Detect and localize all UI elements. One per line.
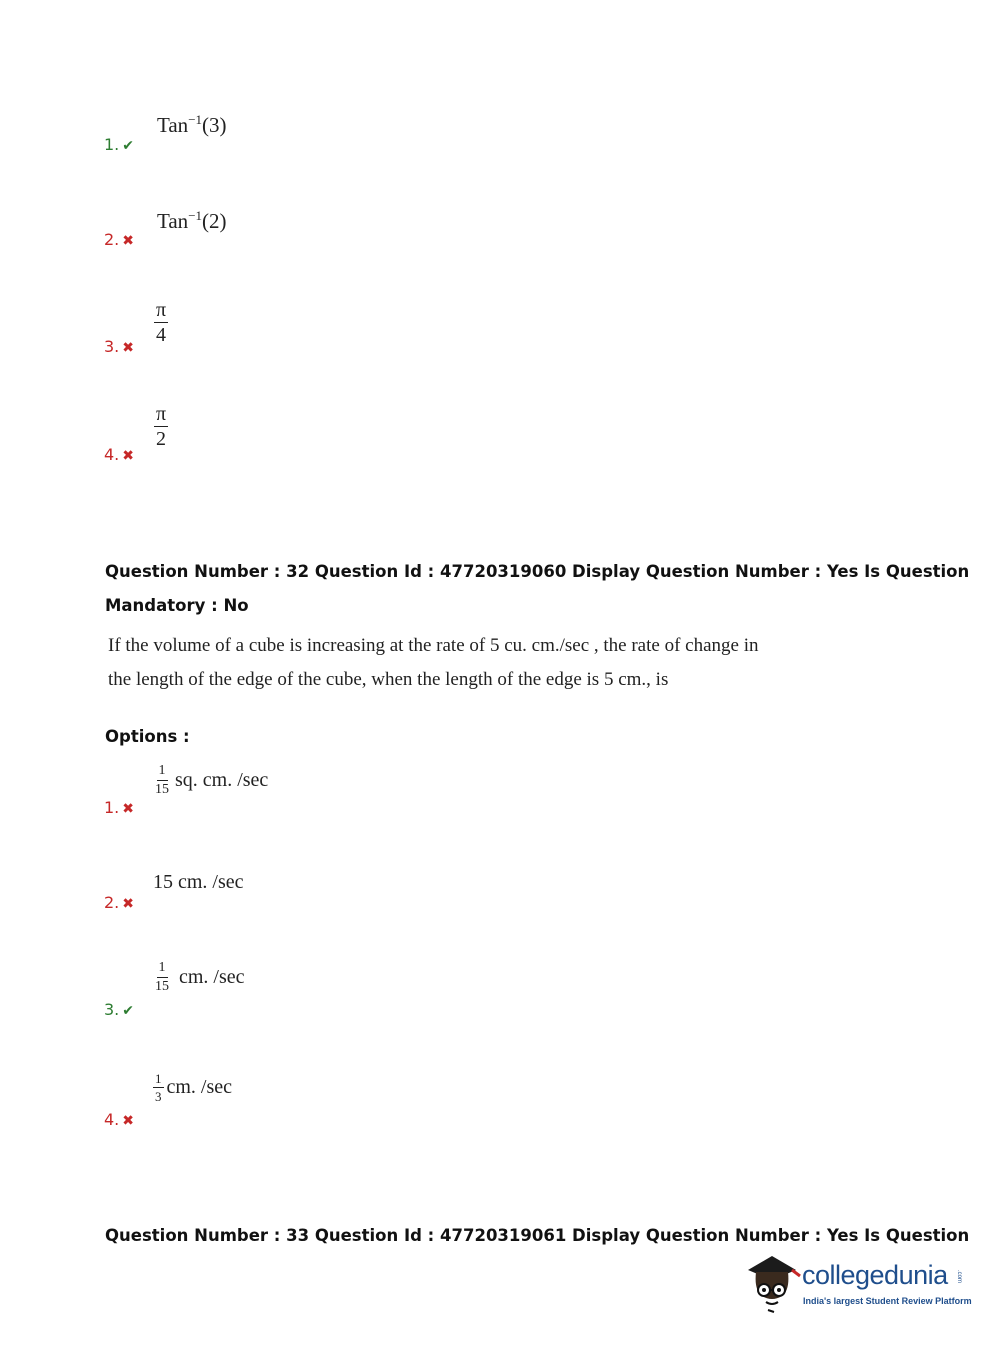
unit-text: cm. /sec xyxy=(166,1076,233,1098)
expr-sup: −1 xyxy=(188,208,203,223)
q32-text-line1: If the volume of a cube is increasing at the rate of 5 cu. cm./sec , the rate of change in xyxy=(108,635,759,656)
q32-option-2-expression: 15 cm. /sec xyxy=(153,871,244,893)
q32-option-4-expression xyxy=(153,1072,232,1103)
fraction-denominator: 4 xyxy=(156,324,167,346)
fraction-denominator: 2 xyxy=(156,428,167,450)
prev-option-1-expression xyxy=(157,112,227,138)
fraction-numerator: 1 xyxy=(157,961,168,978)
expr-arg: (2) xyxy=(202,209,227,233)
fraction-numerator: π xyxy=(156,403,167,425)
q32-text-line2: the length of the edge of the cube, when the length of the edge is 5 cm., is xyxy=(108,669,669,690)
prev-option-4-number xyxy=(104,445,134,464)
prev-option-2-number xyxy=(104,230,134,249)
fraction-numerator: 1 xyxy=(155,1071,162,1086)
q32-option-4-number xyxy=(104,1110,134,1129)
q32-option-3-expression xyxy=(153,961,245,994)
q32-option-1-expression xyxy=(153,764,268,797)
option-number: 4. xyxy=(104,1110,120,1129)
cross-icon: ✖ xyxy=(122,896,134,912)
check-icon: ✔ xyxy=(122,1003,134,1019)
prev-option-3-number xyxy=(104,337,134,356)
option-number: 4. xyxy=(104,445,120,464)
expr-arg: (3) xyxy=(202,113,227,137)
prev-option-2-expression xyxy=(157,208,227,234)
cross-icon: ✖ xyxy=(122,233,134,249)
unit-text: sq. cm. /sec xyxy=(175,769,269,791)
expr-base: Tan xyxy=(157,209,189,233)
q32-option-1-number xyxy=(104,798,134,817)
fraction-denominator: 15 xyxy=(155,782,169,797)
cross-icon: ✖ xyxy=(122,448,134,464)
collegedunia-logo xyxy=(742,1250,972,1320)
option-number: 2. xyxy=(104,230,120,249)
option-number: 3. xyxy=(104,1000,120,1019)
q32-header-line1: Question Number : 32 Question Id : 47720319060 Display Question Number : Yes Is Question xyxy=(105,562,970,581)
expr-base: Tan xyxy=(157,113,189,137)
cross-icon: ✖ xyxy=(122,340,134,356)
option-number: 1. xyxy=(104,135,120,154)
option-number: 3. xyxy=(104,337,120,356)
expr-sup: −1 xyxy=(188,112,203,127)
q33-header-line1: Question Number : 33 Question Id : 47720319061 Display Question Number : Yes Is Question xyxy=(105,1226,970,1245)
q32-option-3-number xyxy=(104,1000,134,1019)
q32-option-2-number xyxy=(104,893,134,912)
prev-option-4-fraction xyxy=(154,404,168,449)
fraction-denominator: 3 xyxy=(155,1089,162,1104)
mascot-icon xyxy=(742,1250,802,1314)
logo-tagline: India's largest Student Review Platform xyxy=(803,1296,972,1306)
fraction-numerator: π xyxy=(156,299,167,321)
fraction-numerator: 1 xyxy=(157,764,168,781)
fraction-denominator: 15 xyxy=(155,979,169,994)
logo-suffix: .com xyxy=(956,1270,962,1284)
q32-options-label: Options : xyxy=(105,727,190,746)
q32-header-line2: Mandatory : No xyxy=(105,596,249,615)
option-number: 1. xyxy=(104,798,120,817)
unit-text: cm. /sec xyxy=(179,966,245,988)
cross-icon: ✖ xyxy=(122,801,134,817)
cross-icon: ✖ xyxy=(122,1113,134,1129)
logo-name: collegedunia xyxy=(802,1260,948,1290)
check-icon: ✔ xyxy=(122,138,134,154)
prev-option-1-number xyxy=(104,135,134,154)
prev-option-3-fraction xyxy=(154,300,168,345)
option-number: 2. xyxy=(104,893,120,912)
